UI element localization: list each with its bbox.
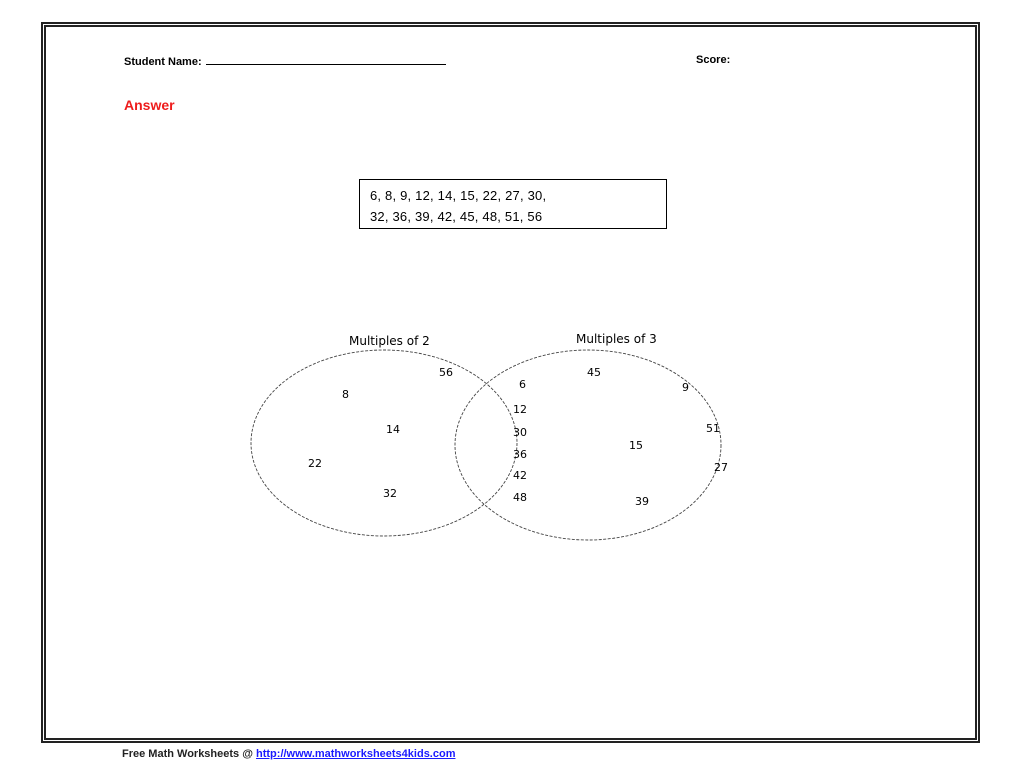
venn-left-number: 32 xyxy=(383,487,397,500)
venn-left-number: 14 xyxy=(386,423,400,436)
venn-left-number: 56 xyxy=(439,366,453,379)
worksheet-border xyxy=(41,22,980,743)
answer-heading: Answer xyxy=(124,97,175,113)
score-label: Score: xyxy=(696,54,731,66)
venn-left-title: Multiples of 2 xyxy=(349,334,430,348)
venn-intersection-number: 6 xyxy=(519,378,526,391)
venn-right-number: 39 xyxy=(635,495,649,508)
footer xyxy=(122,748,455,760)
venn-diagram xyxy=(46,27,975,738)
number-list-line-1: 6, 8, 9, 12, 14, 15, 22, 27, 30, xyxy=(370,188,547,203)
footer-website-link[interactable]: http://www.mathworksheets4kids.com xyxy=(256,748,456,760)
student-name-label: Student Name: xyxy=(124,56,202,68)
worksheet-content xyxy=(46,27,975,738)
venn-right-number: 15 xyxy=(629,439,643,452)
venn-intersection-number: 30 xyxy=(513,426,527,439)
venn-intersection-number: 48 xyxy=(513,491,527,504)
venn-left-number: 8 xyxy=(342,388,349,401)
venn-intersection-number: 42 xyxy=(513,469,527,482)
venn-left-circle xyxy=(251,350,517,536)
venn-left-number: 22 xyxy=(308,457,322,470)
venn-right-number: 27 xyxy=(714,461,728,474)
venn-right-number: 51 xyxy=(706,422,720,435)
venn-right-number: 45 xyxy=(587,366,601,379)
number-list-line-2: 32, 36, 39, 42, 45, 48, 51, 56 xyxy=(370,209,543,224)
footer-prefix: Free Math Worksheets @ xyxy=(122,748,257,760)
venn-intersection-number: 36 xyxy=(513,448,527,461)
venn-right-number: 9 xyxy=(682,381,689,394)
venn-intersection-number: 12 xyxy=(513,403,527,416)
venn-right-title: Multiples of 3 xyxy=(576,332,657,346)
